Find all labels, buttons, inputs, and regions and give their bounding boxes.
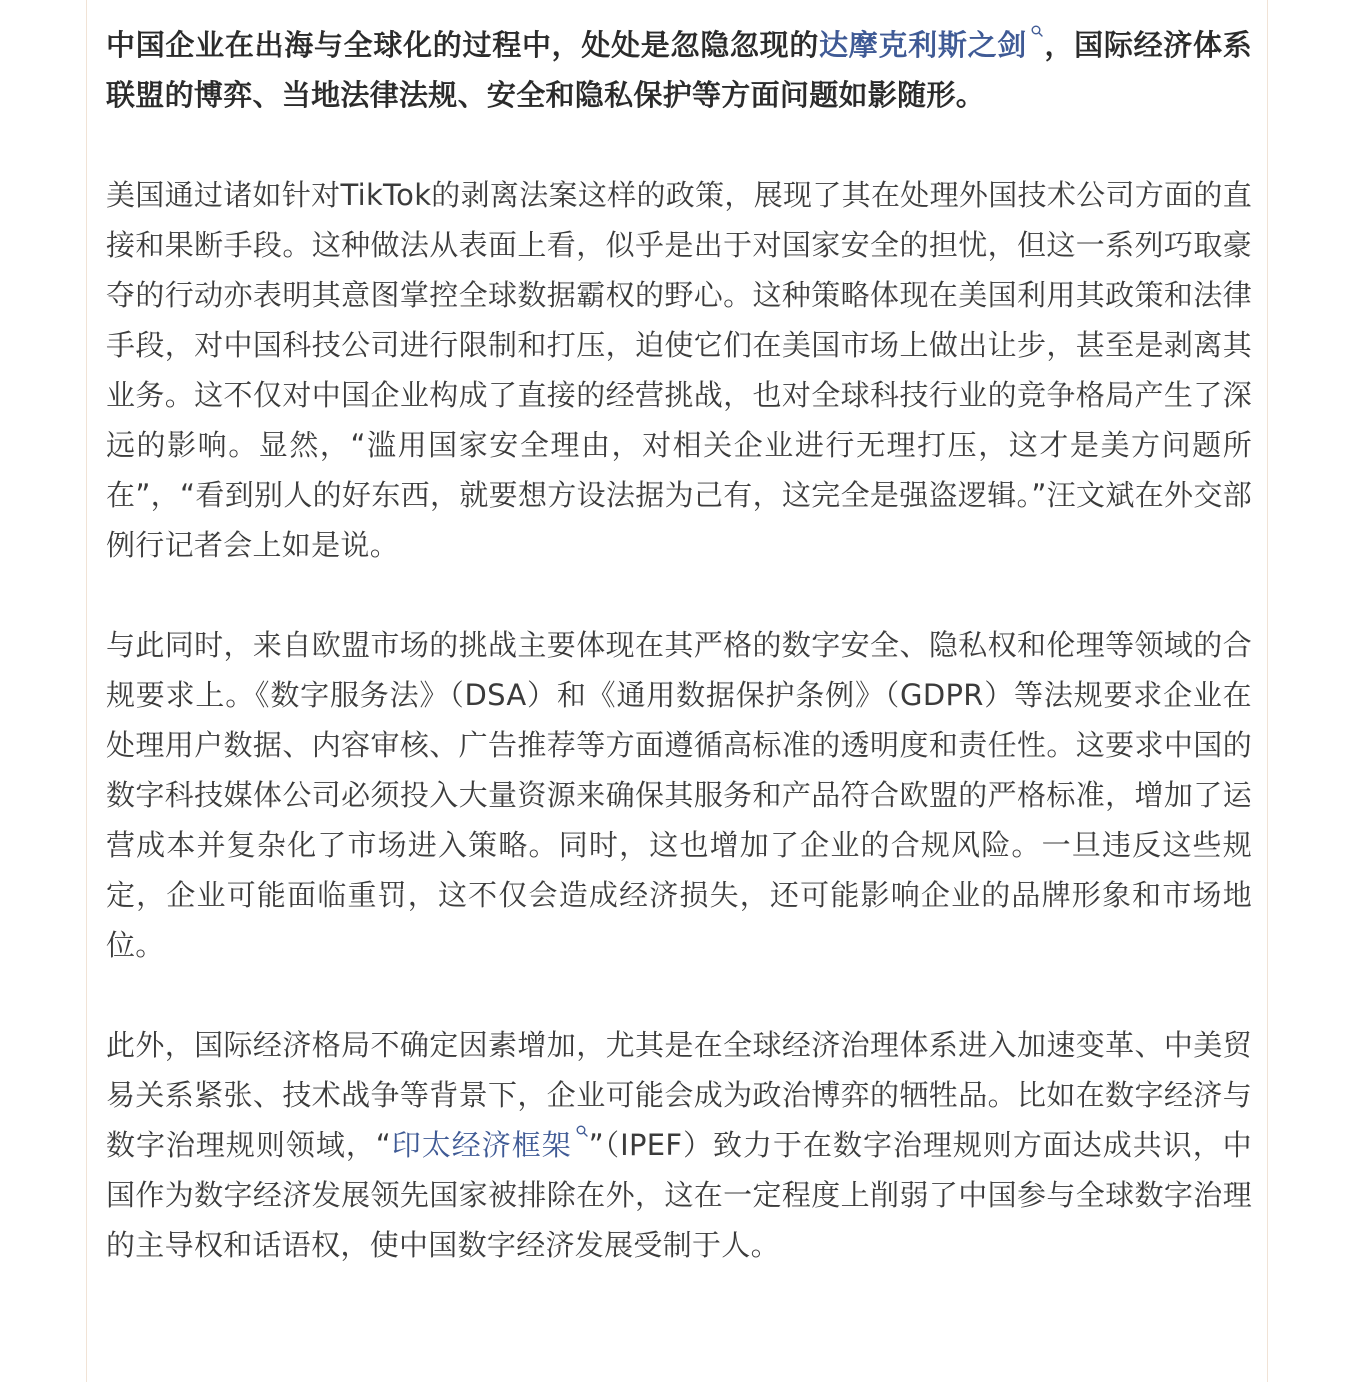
keyword-link-ipef-label[interactable]: 印太经济框架 [391,1128,572,1162]
article-body [106,20,1252,1320]
search-icon [575,1124,589,1144]
paragraph-4 [106,1020,1252,1270]
paragraph-4-text-after: ”（IPEF）致力于在数字治理规则方面达成共识，中国作为数字经济发展领先国家被排除在外，这在一定程度上削弱了中国参与全球数字治理的主导权和话语权，使中国数字经济发展受制于人。 [106,1128,1252,1262]
paragraph-4-text-before: 此外，国际经济格局不确定因素增加，尤其是在全球经济治理体系进入加速变革、中美贸易关系紧张、技术战争等背景下，企业可能会成为政治博弈的牺牲品。比如在数字经济与数字治理规则领域，“ [106,1028,1252,1162]
paragraph-1-text-before: 中国企业在出海与全球化的过程中，处处是忽隐忽现的 [106,28,820,62]
paragraph-1-text-after: ，国际经济体系联盟的博弈、当地法律法规、安全和隐私保护等方面问题如影随形。 [106,28,1253,112]
keyword-link-damocles[interactable] [819,28,1044,62]
paragraph-3: 与此同时，来自欧盟市场的挑战主要体现在其严格的数字安全、隐私权和伦理等领域的合规要求上。《数字服务法》（DSA）和《通用数据保护条例》（GDPR）等法规要求企业在处理用户数据、内容审核、广告推荐等方面遵循高标准的透明度和责任性。这要求中国的数字科技媒体公司必须投入大量资源来确保其服务和产品符合欧盟的严格标准，增加了运营成本并复杂化了市场进入策略。同时，这也增加了企业的合规风险。一旦违反这些规定，企业可能面临重罚，这不仅会造成经济损失，还可能影响企业的品牌形象和市场地位。 [106,628,1252,962]
paragraph-2: 美国通过诸如针对TikTok的剥离法案这样的政策，展现了其在处理外国技术公司方面的直接和果断手段。这种做法从表面上看，似乎是出于对国家安全的担忧，但这一系列巧取豪夺的行动亦表明其意图掌控全球数据霸权的野心。这种策略体现在美国利用其政策和法律手段，对中国科技公司进行限制和打压，迫使它们在美国市场上做出让步，甚至是剥离其业务。这不仅对中国企业构成了直接的经营挑战，也对全球科技行业的竞争格局产生了深远的影响。显然，“滥用国家安全理由，对相关企业进行无理打压，这才是美方问题所在”，“看到别人的好东西，就要想方设法据为己有，这完全是强盗逻辑。”汪文斌在外交部例行记者会上如是说。 [106,178,1252,562]
search-icon [1030,24,1044,44]
keyword-link-ipef[interactable] [391,1128,589,1162]
paragraph-1 [106,20,1252,120]
keyword-link-damocles-label[interactable]: 达摩克利斯之剑 [819,28,1028,62]
